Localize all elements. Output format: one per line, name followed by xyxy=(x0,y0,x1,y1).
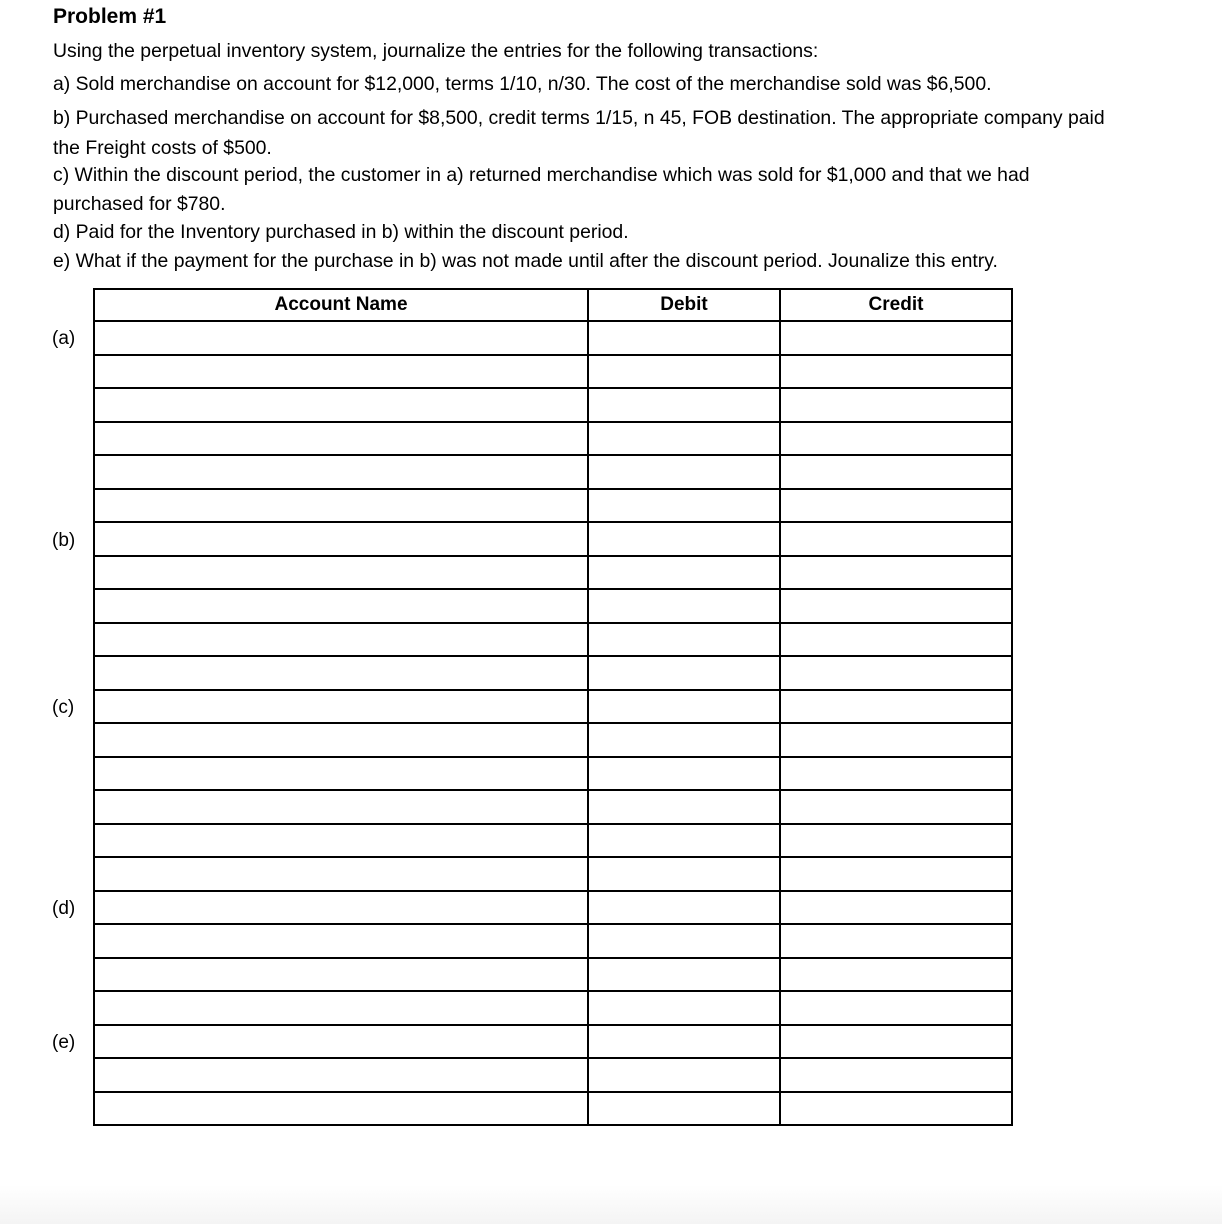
account-name-cell[interactable] xyxy=(94,556,588,590)
debit-cell[interactable] xyxy=(588,790,780,824)
credit-cell[interactable] xyxy=(780,522,1012,556)
account-name-cell[interactable] xyxy=(94,824,588,858)
debit-cell[interactable] xyxy=(588,656,780,690)
credit-cell[interactable] xyxy=(780,1025,1012,1059)
debit-cell[interactable] xyxy=(588,522,780,556)
debit-cell[interactable] xyxy=(588,857,780,891)
account-name-cell[interactable] xyxy=(94,1092,588,1126)
debit-cell[interactable] xyxy=(588,556,780,590)
problem-intro: Using the perpetual inventory system, journalize the entries for the following transactions: xyxy=(53,40,819,62)
debit-cell[interactable] xyxy=(588,690,780,724)
row-label-c: (c) xyxy=(52,697,75,718)
credit-header: Credit xyxy=(780,289,1012,321)
account-name-cell[interactable] xyxy=(94,656,588,690)
debit-cell[interactable] xyxy=(588,1025,780,1059)
journal-table xyxy=(93,288,1013,1126)
credit-cell[interactable] xyxy=(780,422,1012,456)
page-bottom-shade xyxy=(0,1185,1222,1224)
journal-row xyxy=(94,489,1012,523)
journal-row xyxy=(94,690,1012,724)
credit-cell[interactable] xyxy=(780,824,1012,858)
debit-cell[interactable] xyxy=(588,623,780,657)
account-name-cell[interactable] xyxy=(94,321,588,355)
journal-row xyxy=(94,388,1012,422)
transaction-a: a) Sold merchandise on account for $12,000, terms 1/10, n/30. The cost of the merchandise sold was $6,500. xyxy=(53,73,992,95)
debit-cell[interactable] xyxy=(588,924,780,958)
account-name-cell[interactable] xyxy=(94,790,588,824)
journal-row xyxy=(94,656,1012,690)
account-name-cell[interactable] xyxy=(94,623,588,657)
account-name-cell[interactable] xyxy=(94,1025,588,1059)
journal-row xyxy=(94,455,1012,489)
journal-row xyxy=(94,623,1012,657)
debit-cell[interactable] xyxy=(588,757,780,791)
credit-cell[interactable] xyxy=(780,1092,1012,1126)
debit-cell[interactable] xyxy=(588,355,780,389)
debit-cell[interactable] xyxy=(588,1058,780,1092)
credit-cell[interactable] xyxy=(780,556,1012,590)
account-name-cell[interactable] xyxy=(94,991,588,1025)
credit-cell[interactable] xyxy=(780,991,1012,1025)
journal-row xyxy=(94,522,1012,556)
debit-cell[interactable] xyxy=(588,723,780,757)
account-name-cell[interactable] xyxy=(94,388,588,422)
row-label-b: (b) xyxy=(52,530,76,551)
credit-cell[interactable] xyxy=(780,656,1012,690)
credit-cell[interactable] xyxy=(780,589,1012,623)
transaction-c-line-2: purchased for $780. xyxy=(53,193,226,215)
credit-cell[interactable] xyxy=(780,723,1012,757)
credit-cell[interactable] xyxy=(780,1058,1012,1092)
account-name-cell[interactable] xyxy=(94,891,588,925)
credit-cell[interactable] xyxy=(780,388,1012,422)
transaction-c-line-1: c) Within the discount period, the customer in a) returned merchandise which was sold for $1,000 and that we had xyxy=(53,164,1030,186)
journal-row xyxy=(94,824,1012,858)
account-name-cell[interactable] xyxy=(94,690,588,724)
credit-cell[interactable] xyxy=(780,489,1012,523)
credit-cell[interactable] xyxy=(780,321,1012,355)
journal-header-row xyxy=(94,289,1012,321)
journal-row xyxy=(94,556,1012,590)
account-name-cell[interactable] xyxy=(94,355,588,389)
journal-row xyxy=(94,422,1012,456)
account-name-cell[interactable] xyxy=(94,1058,588,1092)
journal-row xyxy=(94,958,1012,992)
credit-cell[interactable] xyxy=(780,757,1012,791)
debit-header: Debit xyxy=(588,289,780,321)
transaction-d: d) Paid for the Inventory purchased in b) within the discount period. xyxy=(53,221,629,243)
journal-row xyxy=(94,1025,1012,1059)
debit-cell[interactable] xyxy=(588,422,780,456)
journal-row xyxy=(94,790,1012,824)
journal-row xyxy=(94,723,1012,757)
credit-cell[interactable] xyxy=(780,355,1012,389)
credit-cell[interactable] xyxy=(780,857,1012,891)
credit-cell[interactable] xyxy=(780,455,1012,489)
debit-cell[interactable] xyxy=(588,1092,780,1126)
account-name-cell[interactable] xyxy=(94,857,588,891)
account-name-header: Account Name xyxy=(94,289,588,321)
journal-row xyxy=(94,891,1012,925)
debit-cell[interactable] xyxy=(588,958,780,992)
credit-cell[interactable] xyxy=(780,623,1012,657)
journal-row xyxy=(94,924,1012,958)
account-name-cell[interactable] xyxy=(94,924,588,958)
account-name-cell[interactable] xyxy=(94,522,588,556)
transaction-e: e) What if the payment for the purchase in b) was not made until after the discount period. Jounalize this entry. xyxy=(53,250,998,272)
transaction-b-line-1: b) Purchased merchandise on account for $8,500, credit terms 1/15, n 45, FOB destination. The appropriate company paid xyxy=(53,107,1105,129)
credit-cell[interactable] xyxy=(780,958,1012,992)
journal-row xyxy=(94,321,1012,355)
journal-row xyxy=(94,757,1012,791)
row-label-e: (e) xyxy=(52,1032,76,1053)
debit-cell[interactable] xyxy=(588,991,780,1025)
account-name-cell[interactable] xyxy=(94,455,588,489)
debit-cell[interactable] xyxy=(588,388,780,422)
journal-row xyxy=(94,991,1012,1025)
credit-cell[interactable] xyxy=(780,690,1012,724)
debit-cell[interactable] xyxy=(588,589,780,623)
account-name-cell[interactable] xyxy=(94,723,588,757)
credit-cell[interactable] xyxy=(780,891,1012,925)
account-name-cell[interactable] xyxy=(94,958,588,992)
debit-cell[interactable] xyxy=(588,489,780,523)
journal-row xyxy=(94,355,1012,389)
row-label-d: (d) xyxy=(52,898,76,919)
journal-row xyxy=(94,857,1012,891)
row-label-a: (a) xyxy=(52,328,76,349)
journal-row xyxy=(94,1058,1012,1092)
debit-cell[interactable] xyxy=(588,824,780,858)
account-name-cell[interactable] xyxy=(94,422,588,456)
credit-cell[interactable] xyxy=(780,924,1012,958)
transaction-b-line-2: the Freight costs of $500. xyxy=(53,137,272,159)
problem-title: Problem #1 xyxy=(53,5,167,28)
credit-cell[interactable] xyxy=(780,790,1012,824)
debit-cell[interactable] xyxy=(588,455,780,489)
account-name-cell[interactable] xyxy=(94,589,588,623)
account-name-cell[interactable] xyxy=(94,489,588,523)
journal-row xyxy=(94,1092,1012,1126)
journal-row xyxy=(94,589,1012,623)
account-name-cell[interactable] xyxy=(94,757,588,791)
debit-cell[interactable] xyxy=(588,321,780,355)
debit-cell[interactable] xyxy=(588,891,780,925)
